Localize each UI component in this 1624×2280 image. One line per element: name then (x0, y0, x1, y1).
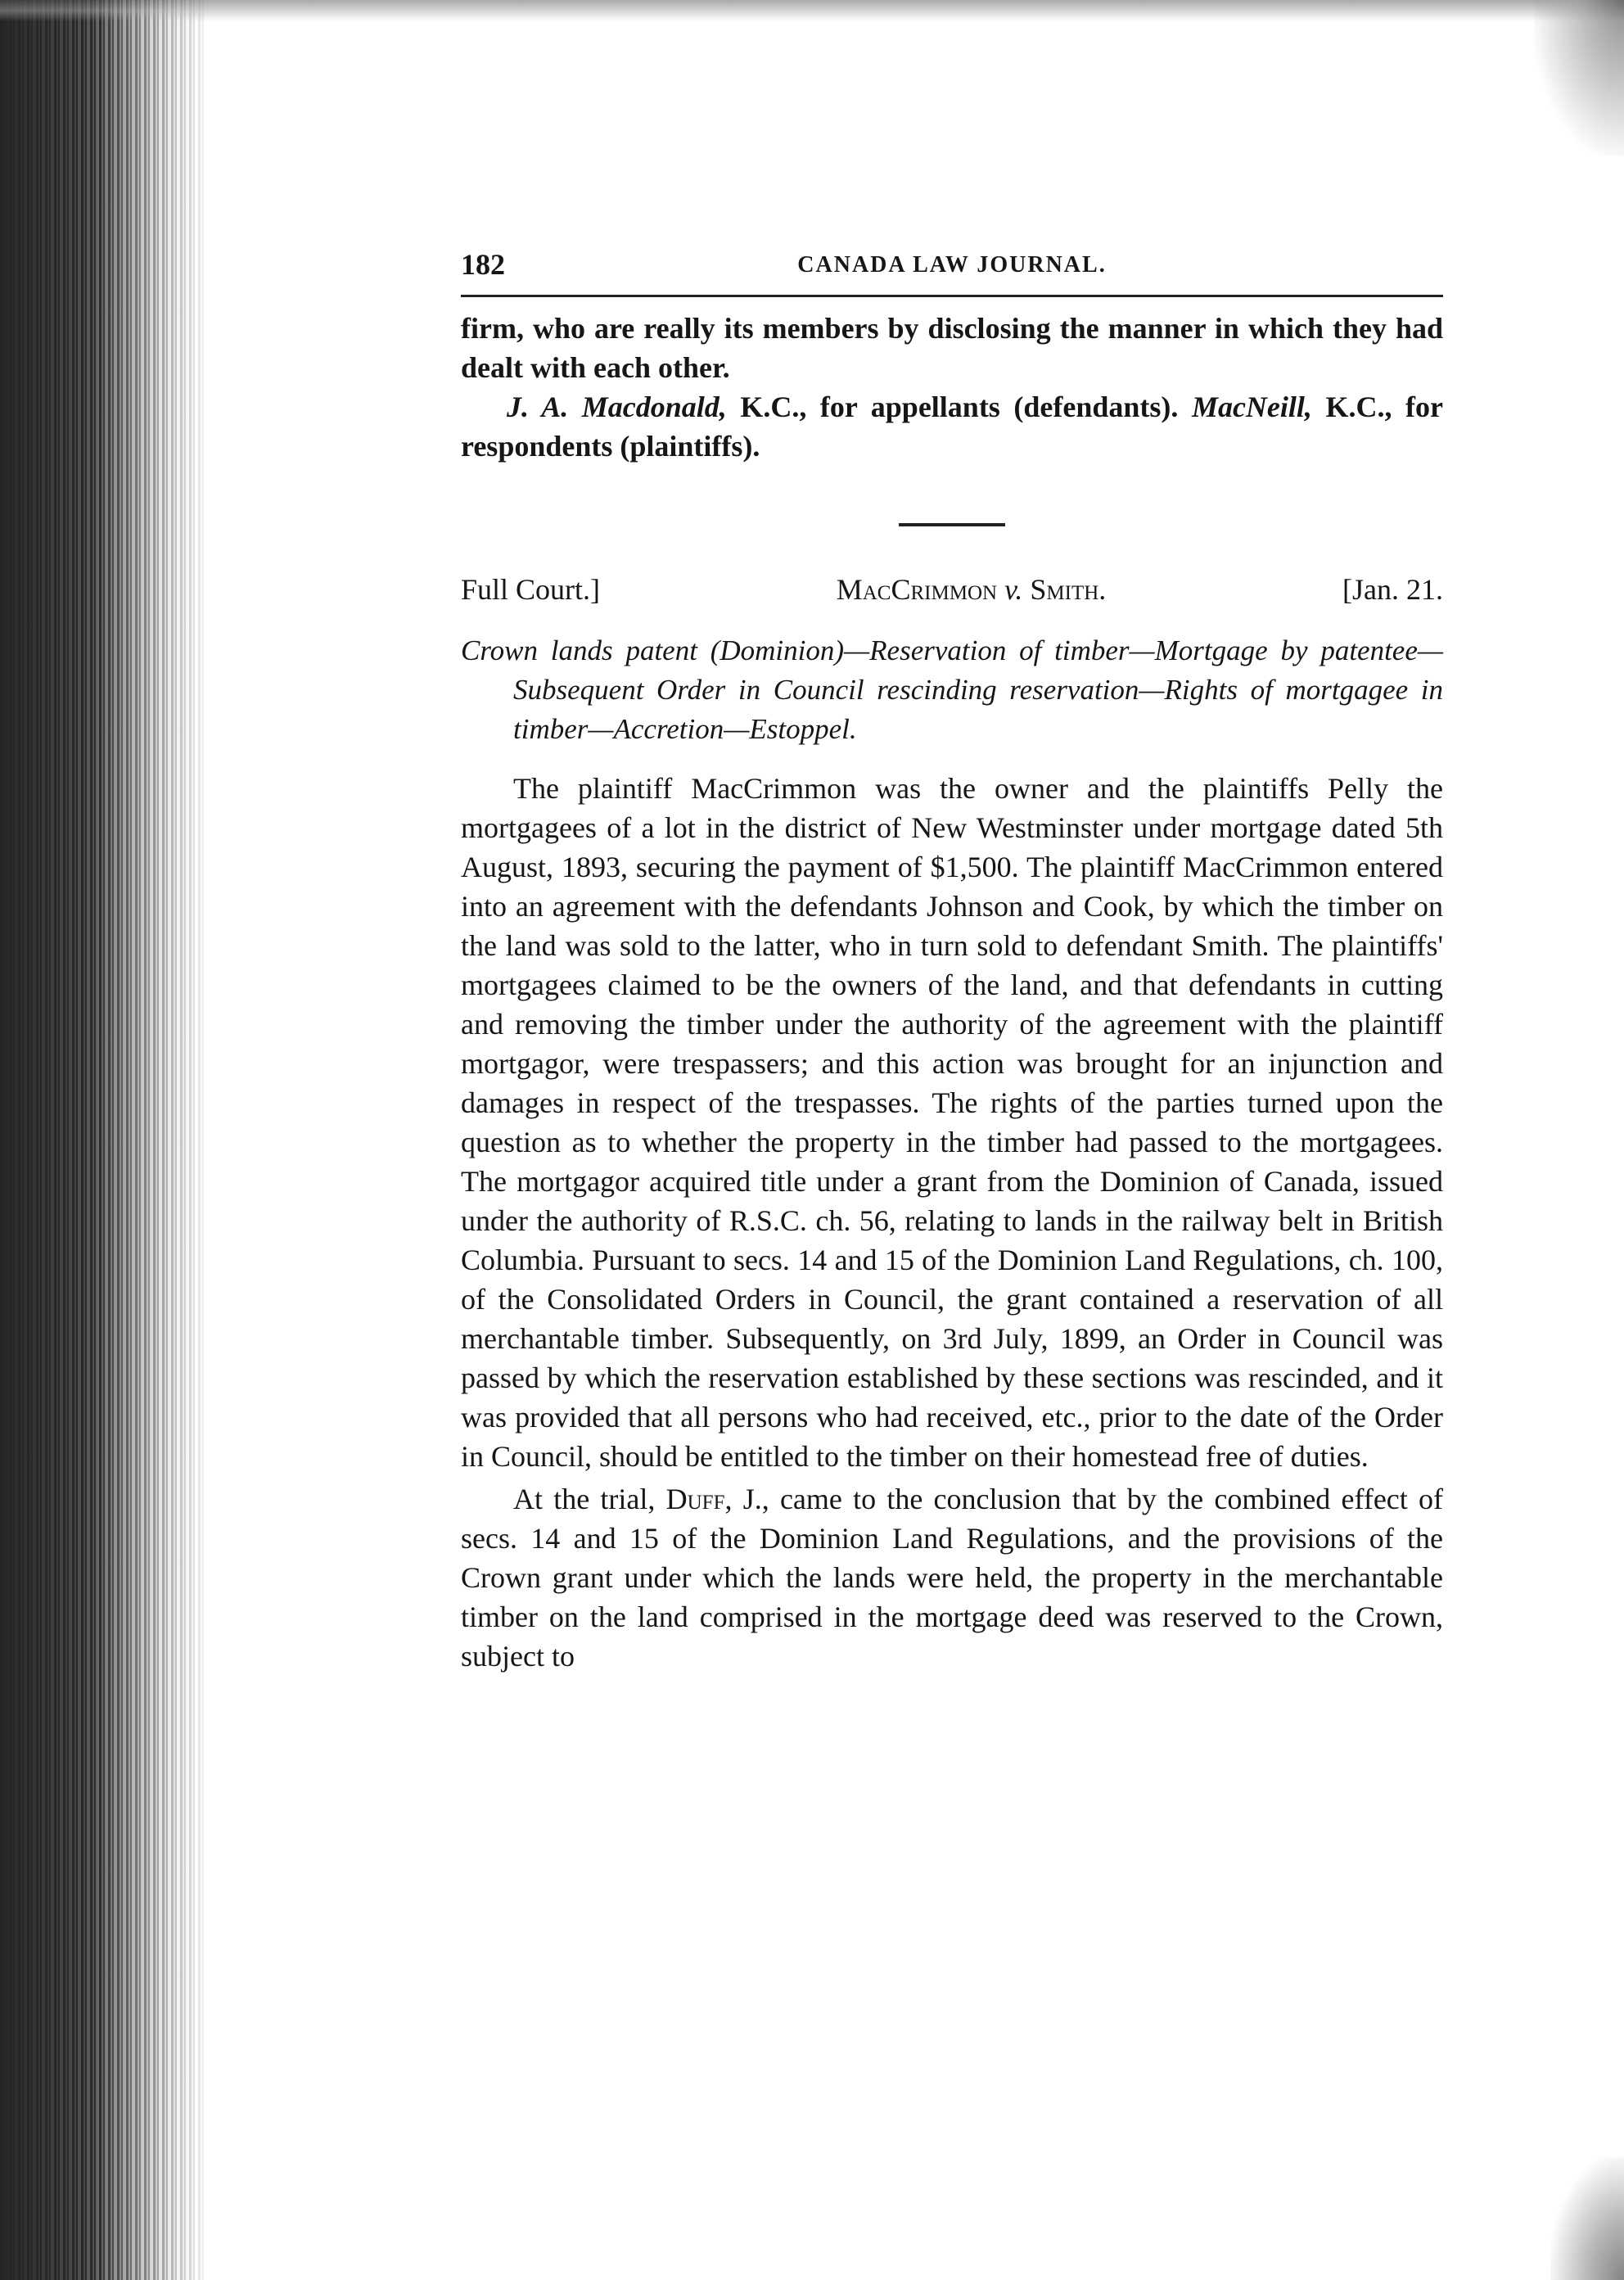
scan-corner-bottom-right (1550, 2157, 1624, 2280)
running-head: CANADA LAW JOURNAL. (797, 252, 1107, 278)
paragraph-2-start: At the trial, (513, 1483, 666, 1515)
case-body (461, 769, 1443, 1676)
scan-top-edge (0, 0, 1624, 21)
court-name: Full Court.] (461, 573, 601, 606)
header-rule (461, 295, 1443, 297)
body-paragraph-1: The plaintiff MacCrimmon was the owner and the plaintiffs Pelly the mortgagees of a lot in the district of New Westminster under mortgage dated 5th August, 1893, securing the payment of $1,500. The plaintiff MacCrimmon entered into an agreement with the defendants Johnson and Cook, by which the timber on the land was sold to the latter, who in turn sold to defendant Smith. The plaintiffs' mortgagees claimed to be the owners of the land, and that defendants in cutting and removing the timber under the authority of the agreement with the plaintiff mortgagor, were trespassers; and this action was brought for an injunction and damages in respect of the trespasses. The rights of the parties turned upon the question as to whether the property in the timber had passed to the mortgagees. The mortgagor acquired title under a grant from the Dominion of Canada, issued under the authority of R.S.C. ch. 56, relating to lands in the railway belt in British Columbia. Pursuant to secs. 14 and 15 of the Dominion Land Regulations, ch. 100, of the Consolidated Orders in Council, the grant contained a reservation of all merchantable timber. Subsequently, on 3rd July, 1899, an Order in Council was passed by which the reservation established by these sections was rescinded, and it was provided that all persons who had received, etc., prior to the date of the Order in Council, should be entitled to the timber on their homestead free of duties. (461, 772, 1443, 1473)
scan-edge-fade (98, 0, 213, 2280)
page-number: 182 (461, 248, 505, 281)
counsel-paragraph (461, 387, 1443, 466)
case-plaintiff: MacCrimmon (836, 573, 998, 606)
headnote: Crown lands patent (Dominion)—Reservation of timber—Mortgage by patentee—Subsequent Order in Council rescinding reservation—Rights of mortgagee in timber—Accretion—Estoppel. (461, 634, 1443, 745)
judge-name: Duff, J., (665, 1483, 769, 1515)
case-date: [Jan. 21. (1342, 573, 1443, 606)
respondent-counsel-text: K.C., for respondents (plaintiffs). (461, 391, 1443, 463)
appellant-counsel-text: K.C., for appellants (defendants). (726, 391, 1192, 423)
case-heading (461, 572, 1443, 607)
section-separator (899, 523, 1005, 526)
continuation-paragraph: firm, who are really its members by disclosing the manner in which they had dealt with each other. (461, 312, 1443, 384)
journal-page (461, 237, 1443, 1676)
case-versus: v. (997, 573, 1031, 606)
case-title (837, 572, 1107, 607)
scan-corner-top-right (1534, 0, 1624, 156)
respondent-counsel-name: MacNeill, (1191, 391, 1312, 423)
case-defendant: Smith. (1030, 573, 1107, 606)
paragraph-2-rest: came to the conclusion that by the combined effect of secs. 14 and 15 of the Dominion Land Regulations, and the provisions of the Crown grant under which the lands were held, the property in the merchantable timber on the land comprised in the mortgage deed was reserved to the Crown, subject to (461, 1483, 1443, 1673)
body-paragraph-2 (461, 1479, 1443, 1676)
appellant-counsel-name: J. A. Macdonald, (507, 391, 727, 423)
page-header (461, 237, 1443, 287)
